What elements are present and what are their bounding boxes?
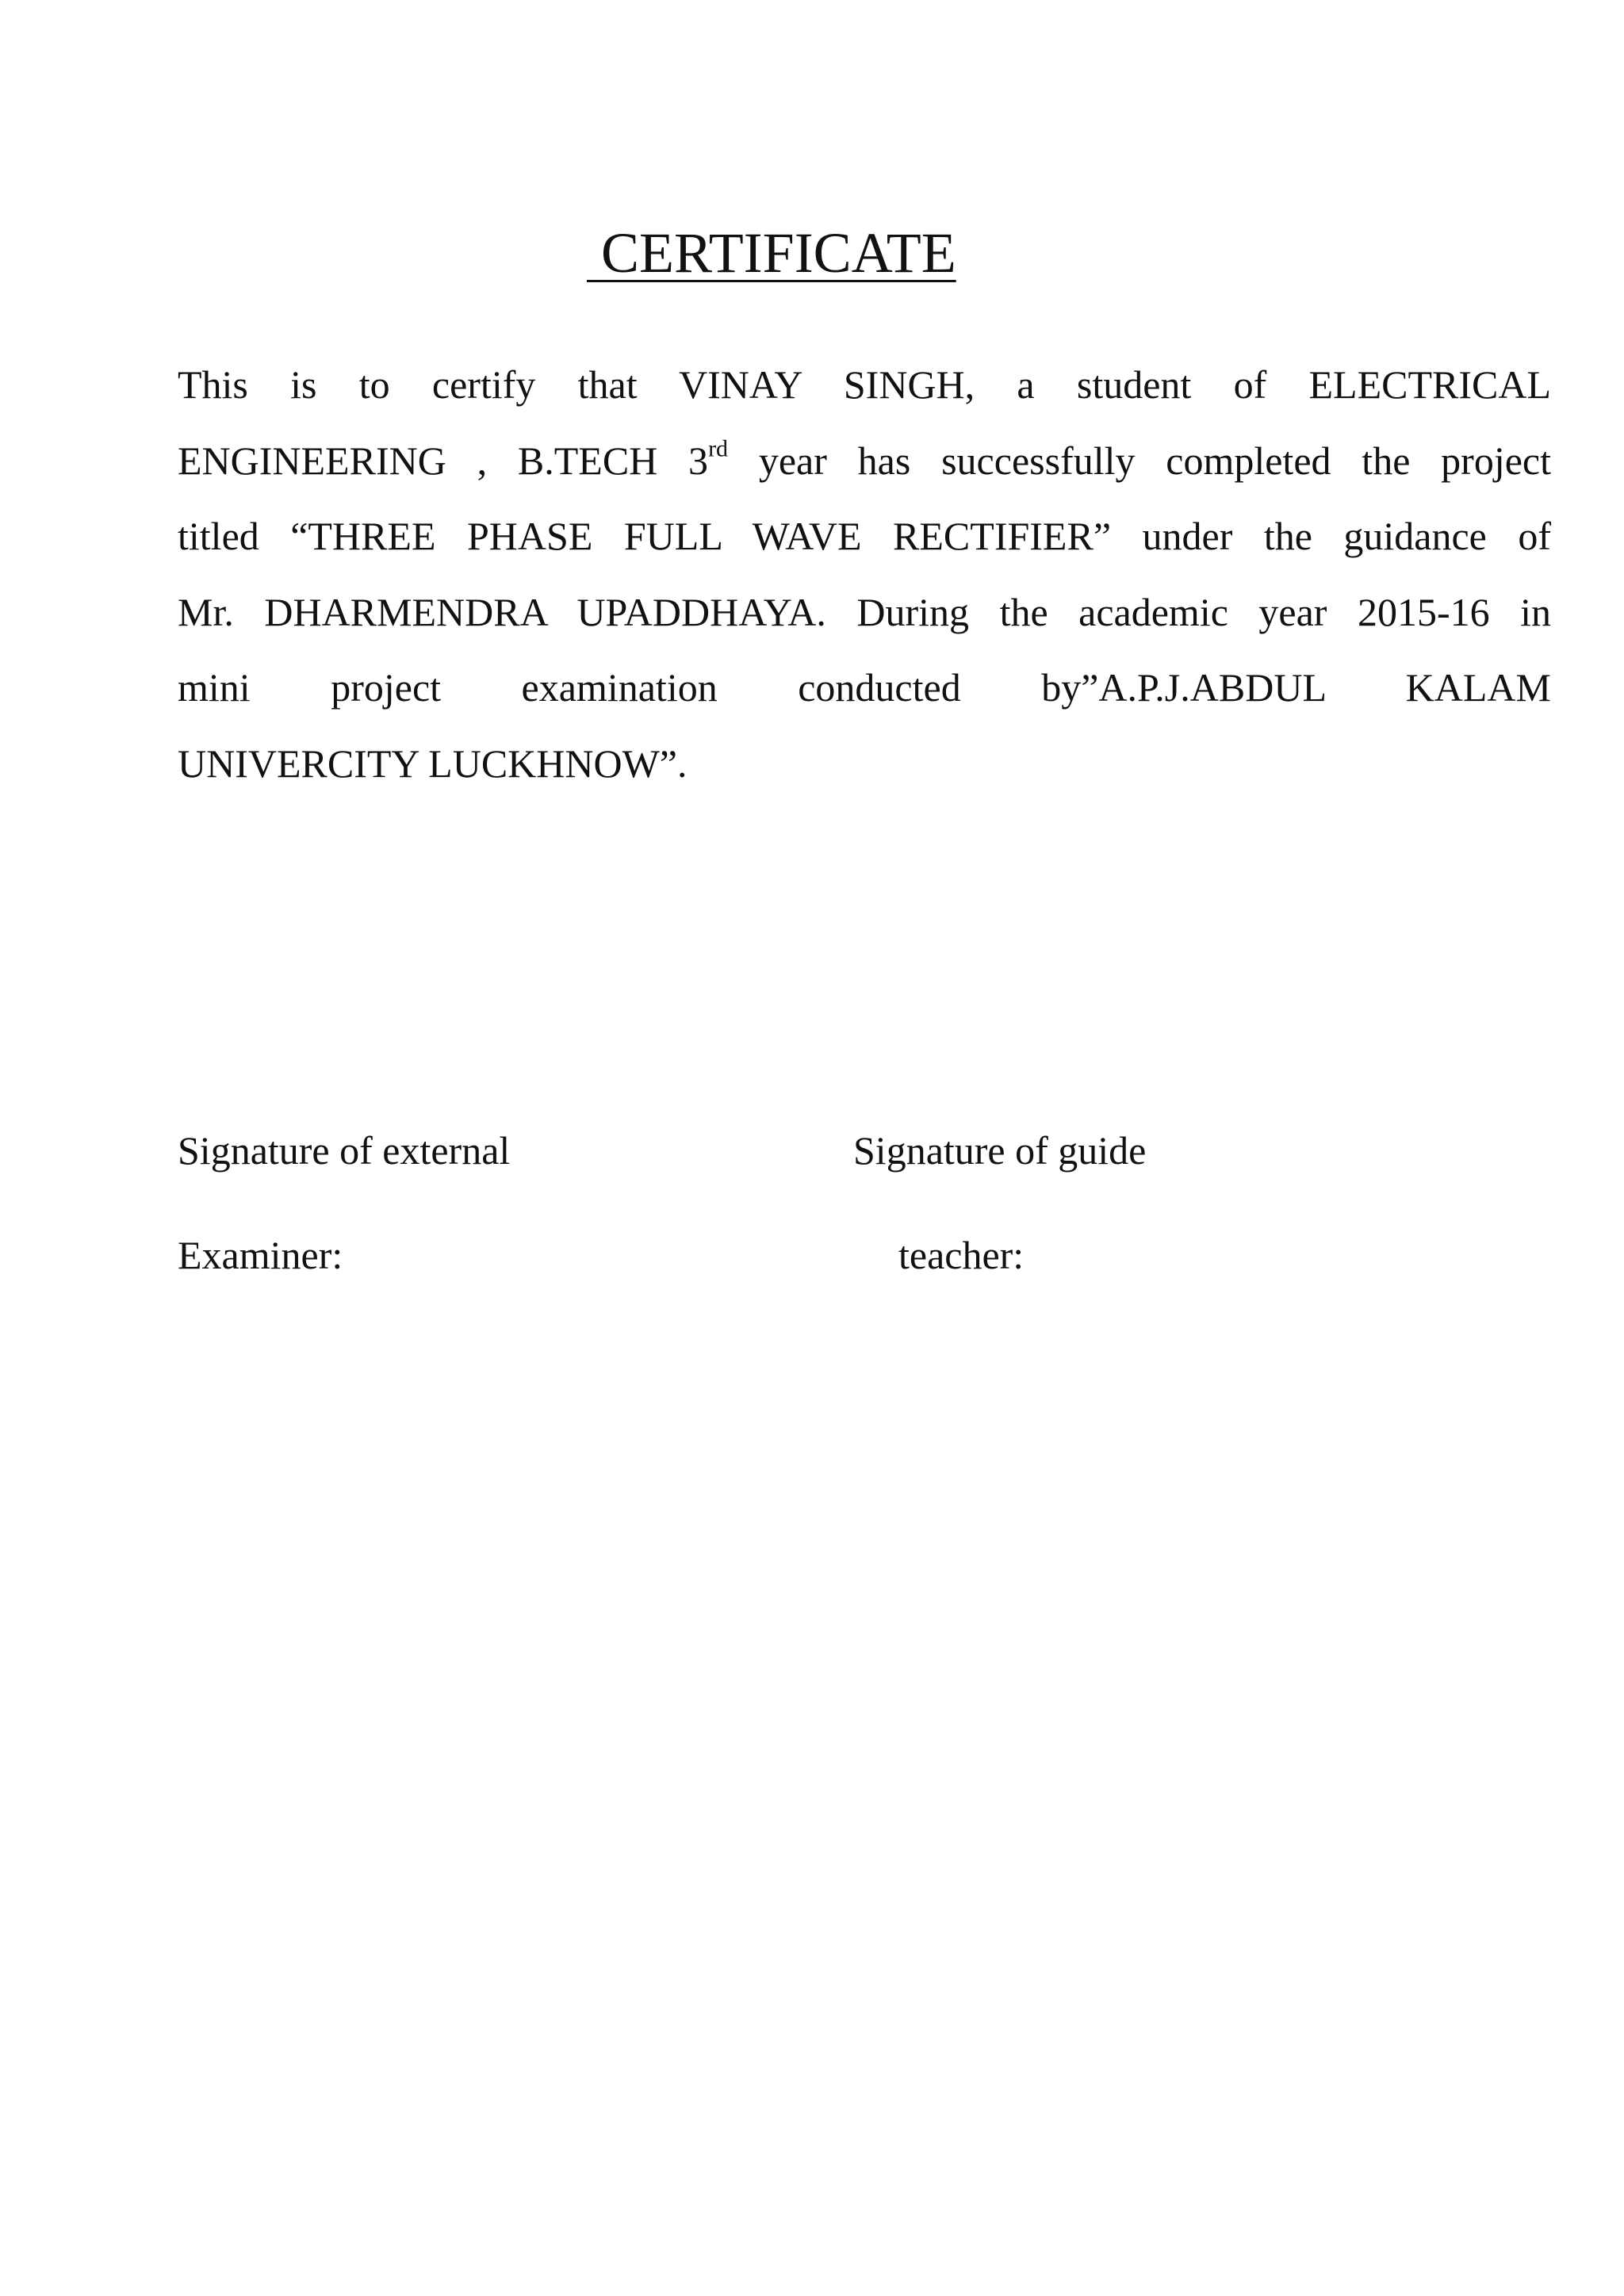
guide-teacher-label: teacher: [898, 1233, 1025, 1277]
body-line-4-text: Mr. DHARMENDRA UPADDHAYA. During the academic year 2015-16 in [178, 589, 1551, 634]
external-signature-label: Signature of external [178, 1128, 511, 1173]
body-line-1-text: This is to certify that VINAY SINGH, a student of ELECTRICAL [178, 362, 1551, 407]
body-line-4 [178, 575, 1551, 651]
certificate-title: CERTIFICATE [587, 221, 956, 285]
body-line-5-text: mini project examination conducted by”A.P.J.ABDUL KALAM [178, 665, 1551, 710]
body-line-3-text: titled “THREE PHASE FULL WAVE RECTIFIER” under the guidance of [178, 514, 1551, 558]
guide-signature-label: Signature of guide [853, 1128, 1147, 1173]
body-line-2-part-a: ENGINEERING , B.TECH 3 [178, 438, 709, 483]
body-line-3 [178, 499, 1551, 575]
body-line-6 [178, 726, 1551, 802]
body-line-5 [178, 650, 1551, 726]
body-line-6-text: UNIVERCITY LUCKHNOW”. [178, 740, 688, 786]
ordinal-superscript: rd [708, 435, 729, 461]
body-line-2-text [178, 435, 1551, 483]
external-examiner-label: Examiner: [178, 1233, 343, 1277]
body-line-1 [178, 347, 1551, 423]
certificate-body [178, 347, 1551, 802]
body-line-2 [178, 423, 1551, 499]
body-line-2-part-b: year has successfully completed the project [728, 438, 1551, 483]
